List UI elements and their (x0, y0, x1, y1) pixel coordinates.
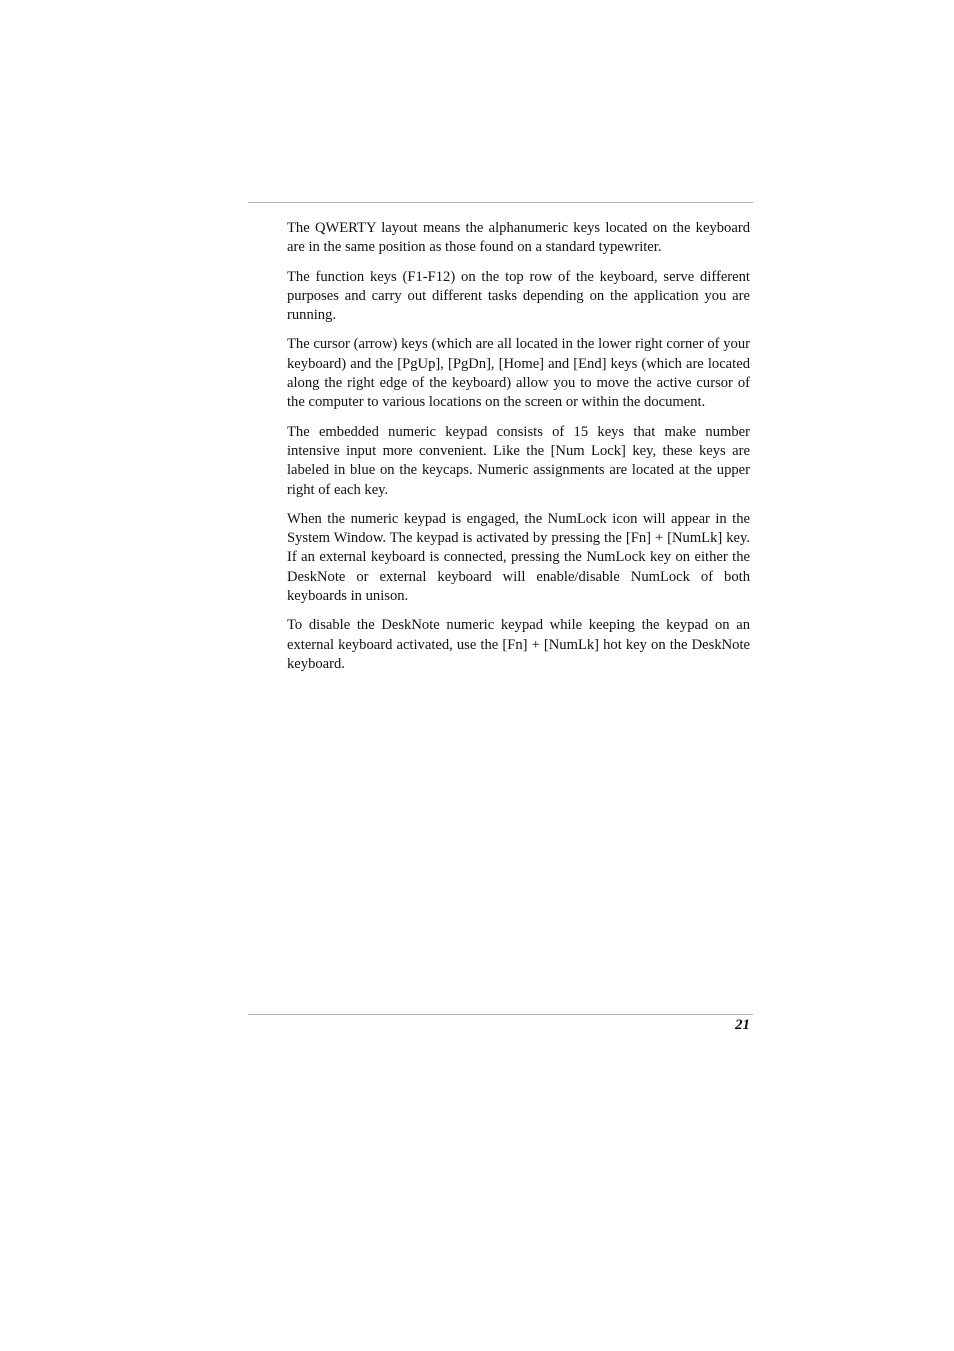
footer-rule (248, 1014, 753, 1015)
paragraph-cursor-keys: The cursor (arrow) keys (which are all located in the lower right corner of your keyboard) and the [PgUp], [PgDn], [Home] and [End] keys (which are located along the right edge of the keyboard) allow you to move the active cursor of the computer to various locations on the screen or within the document. (287, 336, 750, 411)
paragraph-numeric-keypad: The embedded numeric keypad consists of 15 keys that make number intensive input more convenient. Like the [Num Lock] key, these keys are labeled in blue on the keycaps. Numeric assignments are located at the upper right of each key. (287, 423, 750, 498)
paragraph-disable-keypad: To disable the DeskNote numeric keypad while keeping the keypad on an external keyboard activated, use the [Fn] + [NumLk] hot key on the DeskNote keyboard. (287, 617, 750, 672)
header-rule (248, 202, 753, 203)
page-number: 21 (735, 1017, 750, 1033)
paragraph-numlock: When the numeric keypad is engaged, the NumLock icon will appear in the System Window. The keypad is activated by pressing the [Fn] + [NumLk] key. If an external keyboard is connected, pressing the NumLock key on either the DeskNote or external keyboard will enable/disable NumLock of both keyboards in unison. (287, 510, 750, 605)
paragraph-qwerty: The QWERTY layout means the alphanumeric keys located on the keyboard are in the same position as those found on a standard typewriter. (287, 220, 750, 256)
body-text (287, 219, 750, 684)
paragraph-function-keys: The function keys (F1-F12) on the top row of the keyboard, serve different purposes and carry out different tasks depending on the application you are running. (287, 268, 750, 324)
